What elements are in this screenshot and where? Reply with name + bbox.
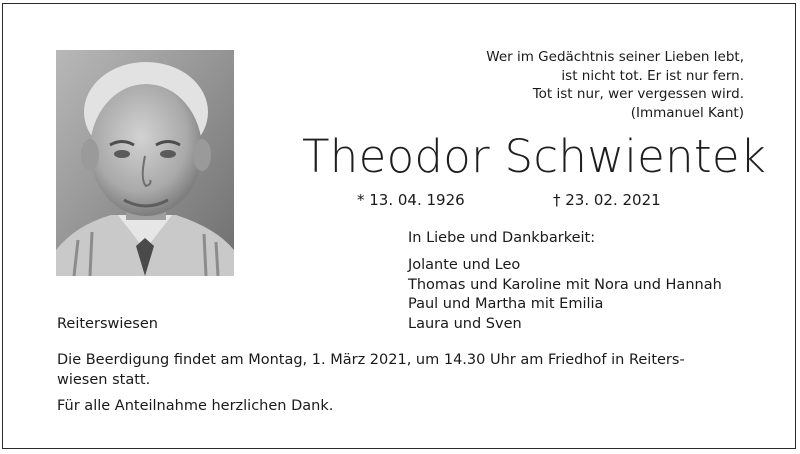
mourner-line: Jolante und Leo xyxy=(408,257,521,273)
quote-line: Wer im Gedächtnis seiner Lieben lebt, xyxy=(486,49,744,65)
funeral-notice xyxy=(57,350,757,390)
place-name: Reiterswiesen xyxy=(57,316,158,332)
death-date: † 23. 02. 2021 xyxy=(553,191,661,209)
portrait-photo xyxy=(56,50,234,276)
mourners-intro: In Liebe und Dankbarkeit: xyxy=(408,230,596,246)
quote-author: (Immanuel Kant) xyxy=(630,104,744,121)
funeral-line: wiesen statt. xyxy=(57,372,151,388)
quote-line: ist nicht tot. Er ist nur fern. xyxy=(561,67,744,84)
birth-date: * 13. 04. 1926 xyxy=(357,191,465,209)
mourners-list xyxy=(408,256,722,334)
mourner-line: Laura und Sven xyxy=(408,315,522,332)
closing-thanks: Für alle Anteilnahme herzlichen Dank. xyxy=(57,398,334,414)
memorial-quote xyxy=(486,48,744,122)
deceased-name: Theodor Schwientek xyxy=(302,130,767,183)
quote-line: Tot ist nur, wer vergessen wird. xyxy=(532,86,744,102)
mourner-line: Paul und Martha mit Emilia xyxy=(408,296,604,312)
funeral-line: Die Beerdigung findet am Montag, 1. März 2021, um 14.30 Uhr am Friedhof in Reiters- xyxy=(57,352,685,368)
mourner-line: Thomas und Karoline mit Nora und Hannah xyxy=(408,276,722,293)
